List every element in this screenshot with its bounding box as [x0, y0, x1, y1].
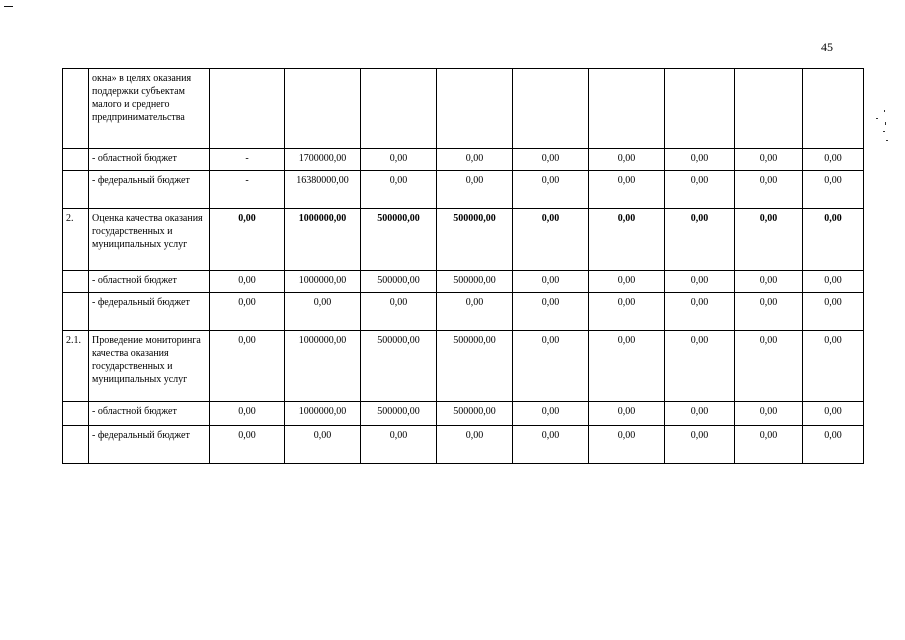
table-row: [63, 402, 864, 426]
value-cell: 0,00: [665, 209, 735, 271]
value-cell: 0,00: [735, 209, 803, 271]
value-cell: [735, 69, 803, 149]
row-description-cell: - федеральный бюджет: [89, 426, 210, 464]
value-cell: 0,00: [513, 293, 589, 331]
value-cell: 1000000,00: [285, 271, 361, 293]
value-cell: 0,00: [665, 149, 735, 171]
row-index-cell: 2.1.: [63, 331, 89, 402]
value-cell: 500000,00: [361, 209, 437, 271]
value-cell: 0,00: [285, 293, 361, 331]
table-body: [63, 69, 864, 464]
value-cell: 0,00: [589, 426, 665, 464]
value-cell: 0,00: [589, 149, 665, 171]
value-cell: -: [210, 149, 285, 171]
value-cell: 0,00: [803, 271, 864, 293]
value-cell: 500000,00: [437, 402, 513, 426]
value-cell: 0,00: [361, 293, 437, 331]
value-cell: 0,00: [210, 426, 285, 464]
value-cell: 0,00: [803, 171, 864, 209]
value-cell: 16380000,00: [285, 171, 361, 209]
value-cell: [210, 69, 285, 149]
value-cell: 0,00: [735, 402, 803, 426]
value-cell: 0,00: [210, 271, 285, 293]
value-cell: 0,00: [513, 271, 589, 293]
row-index-cell: [63, 426, 89, 464]
table-row: [63, 69, 864, 149]
table-row: [63, 149, 864, 171]
page-number: 45: [821, 40, 833, 54]
value-cell: 0,00: [513, 426, 589, 464]
value-cell: 500000,00: [437, 331, 513, 402]
value-cell: 0,00: [589, 402, 665, 426]
value-cell: 0,00: [513, 402, 589, 426]
value-cell: 500000,00: [361, 402, 437, 426]
row-index-cell: [63, 171, 89, 209]
value-cell: 0,00: [437, 293, 513, 331]
value-cell: 1000000,00: [285, 402, 361, 426]
value-cell: 0,00: [735, 171, 803, 209]
value-cell: [513, 69, 589, 149]
value-cell: 0,00: [513, 209, 589, 271]
value-cell: 0,00: [589, 293, 665, 331]
row-description-cell: - федеральный бюджет: [89, 171, 210, 209]
value-cell: 0,00: [210, 331, 285, 402]
value-cell: 1000000,00: [285, 331, 361, 402]
value-cell: 0,00: [361, 426, 437, 464]
value-cell: 500000,00: [437, 271, 513, 293]
value-cell: 0,00: [589, 171, 665, 209]
row-description-cell: - областной бюджет: [89, 149, 210, 171]
value-cell: 0,00: [437, 426, 513, 464]
value-cell: 0,00: [665, 402, 735, 426]
value-cell: 0,00: [361, 171, 437, 209]
value-cell: 1000000,00: [285, 209, 361, 271]
row-description-cell: Оценка качества оказания государственных и муниципальных услуг: [89, 209, 210, 271]
scan-speck: [886, 140, 888, 141]
value-cell: [285, 69, 361, 149]
value-cell: 500000,00: [361, 271, 437, 293]
value-cell: 0,00: [589, 209, 665, 271]
table-row: [63, 271, 864, 293]
value-cell: 0,00: [803, 293, 864, 331]
value-cell: 1700000,00: [285, 149, 361, 171]
value-cell: 0,00: [735, 331, 803, 402]
scan-speck: [883, 131, 885, 132]
row-index-cell: [63, 69, 89, 149]
value-cell: 0,00: [735, 293, 803, 331]
row-index-cell: [63, 293, 89, 331]
row-index-cell: [63, 402, 89, 426]
value-cell: 0,00: [589, 271, 665, 293]
table-row: [63, 293, 864, 331]
value-cell: 0,00: [210, 209, 285, 271]
value-cell: 0,00: [437, 149, 513, 171]
value-cell: 0,00: [803, 209, 864, 271]
value-cell: 500000,00: [437, 209, 513, 271]
value-cell: [803, 69, 864, 149]
value-cell: 0,00: [803, 426, 864, 464]
value-cell: 0,00: [803, 331, 864, 402]
row-description-cell: Проведение мониторинга качества оказания государственных и муниципальных услуг: [89, 331, 210, 402]
value-cell: 0,00: [285, 426, 361, 464]
value-cell: 0,00: [803, 402, 864, 426]
value-cell: 0,00: [665, 331, 735, 402]
value-cell: 0,00: [437, 171, 513, 209]
row-index-cell: [63, 149, 89, 171]
value-cell: [665, 69, 735, 149]
scan-speck: [884, 110, 885, 112]
corner-scan-mark: [4, 6, 13, 7]
row-index-cell: 2.: [63, 209, 89, 271]
value-cell: 0,00: [210, 402, 285, 426]
value-cell: 500000,00: [361, 331, 437, 402]
value-cell: 0,00: [735, 149, 803, 171]
value-cell: 0,00: [803, 149, 864, 171]
scan-speck: [885, 122, 886, 125]
value-cell: 0,00: [665, 171, 735, 209]
value-cell: 0,00: [665, 426, 735, 464]
table-row: [63, 171, 864, 209]
value-cell: [437, 69, 513, 149]
value-cell: 0,00: [735, 271, 803, 293]
value-cell: 0,00: [513, 149, 589, 171]
scan-speck: [876, 118, 878, 119]
row-description-cell: - федеральный бюджет: [89, 293, 210, 331]
value-cell: 0,00: [513, 171, 589, 209]
value-cell: 0,00: [735, 426, 803, 464]
value-cell: [589, 69, 665, 149]
table-row: [63, 331, 864, 402]
table-row: [63, 426, 864, 464]
budget-table: [62, 68, 864, 464]
table-row: [63, 209, 864, 271]
value-cell: 0,00: [665, 271, 735, 293]
value-cell: [361, 69, 437, 149]
value-cell: 0,00: [210, 293, 285, 331]
row-description-cell: окна» в целях оказания поддержки субъектам малого и среднего предпринимательства: [89, 69, 210, 149]
row-index-cell: [63, 271, 89, 293]
value-cell: 0,00: [361, 149, 437, 171]
value-cell: -: [210, 171, 285, 209]
value-cell: 0,00: [513, 331, 589, 402]
value-cell: 0,00: [665, 293, 735, 331]
value-cell: 0,00: [589, 331, 665, 402]
row-description-cell: - областной бюджет: [89, 271, 210, 293]
row-description-cell: - областной бюджет: [89, 402, 210, 426]
